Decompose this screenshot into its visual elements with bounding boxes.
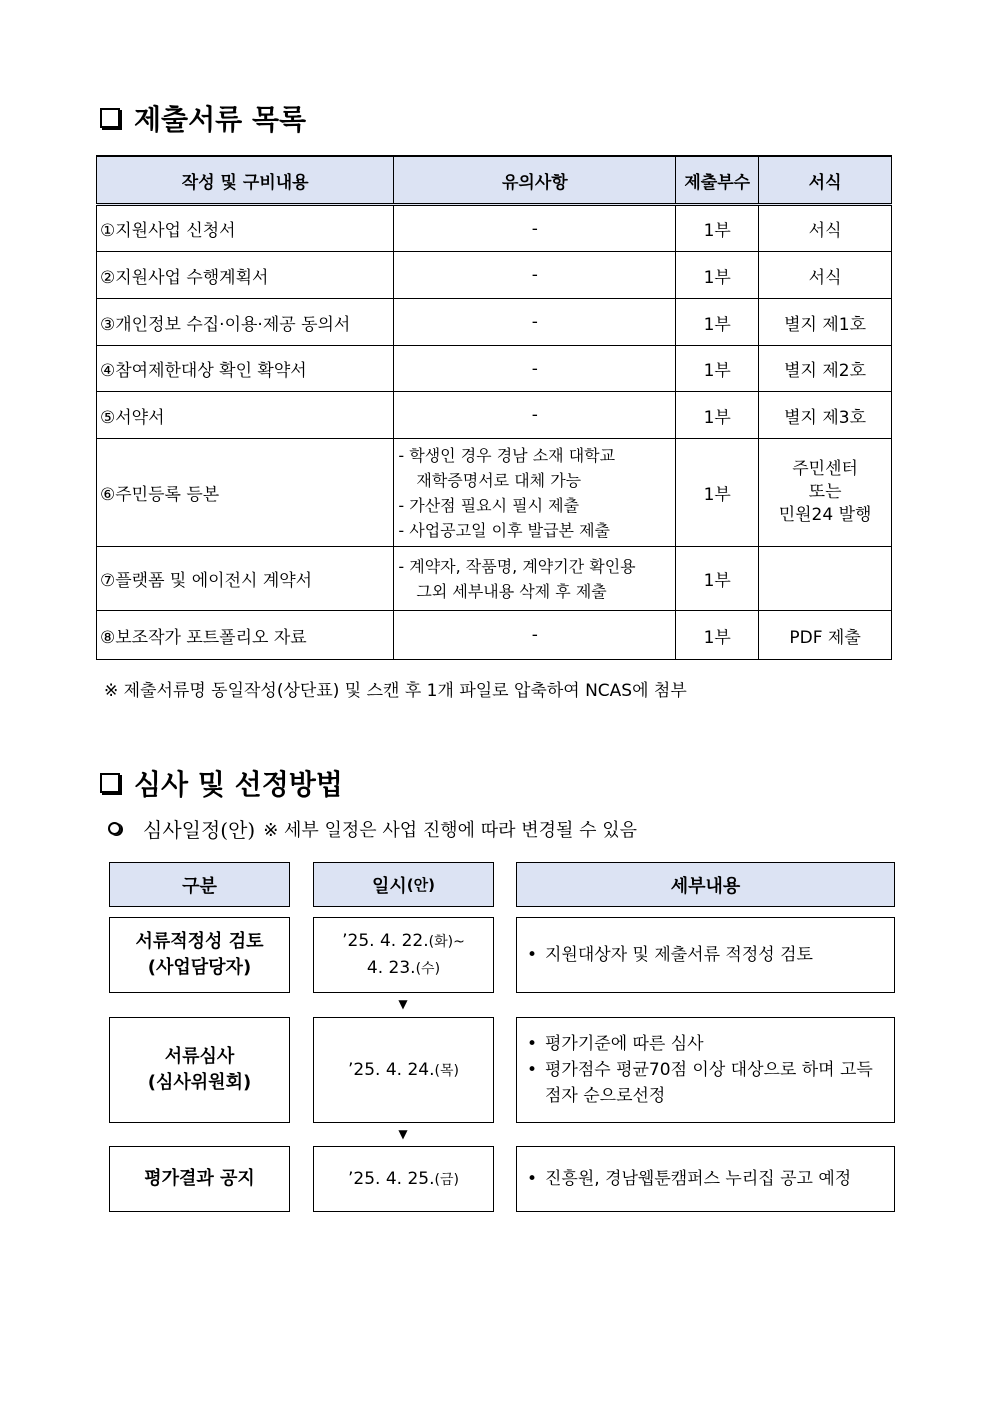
footnote: ※ 제출서류명 동일작성(상단표) 및 스캔 후 1개 파일로 압축하여 NCAS에 첨부 (104, 681, 687, 701)
detail-item: • 평가기준에 따른 심사 (527, 1031, 894, 1057)
doc-form (759, 439, 892, 547)
documents-table (96, 155, 892, 660)
step-subtitle: (사업담당자) (147, 957, 252, 978)
doc-count: 1부 (676, 439, 759, 547)
step-title-box (109, 1017, 290, 1123)
doc-name: ⑥주민등록 등본 (97, 439, 394, 547)
doc-note: - (394, 299, 676, 346)
step-title: 서류심사 (164, 1046, 235, 1067)
doc-note: - (394, 252, 676, 299)
doc-count: 1부 (676, 346, 759, 392)
down-arrow-icon: ▼ (398, 997, 408, 1011)
schedule-note: ※ 세부 일정은 사업 진행에 따라 변경될 수 있음 (263, 819, 638, 841)
doc-count: 1부 (676, 252, 759, 299)
form-line: 주민센터 (792, 459, 858, 479)
schedule-label: 심사일정(안) (143, 818, 256, 842)
step-day: (수) (415, 961, 441, 977)
doc-count: 1부 (676, 611, 759, 660)
doc-name: ⑤서약서 (97, 392, 394, 439)
doc-form: 서식 (759, 205, 892, 252)
note-line: 재학증명서로 대체 가능 (416, 470, 582, 490)
doc-count: 1부 (676, 547, 759, 611)
doc-form: 별지 제2호 (759, 346, 892, 392)
step-detail-box (516, 1146, 895, 1212)
doc-name: ④참여제한대상 확인 확약서 (97, 346, 394, 392)
doc-name: ②지원사업 수행계획서 (97, 252, 394, 299)
table-row (97, 299, 892, 346)
schedule-header-date (313, 862, 494, 907)
table-row (97, 205, 892, 252)
doc-form: PDF 제출 (759, 611, 892, 660)
detail-item: • 평가점수 평균70점 이상 대상으로 하며 고득점자 순으로선정 (527, 1057, 894, 1109)
step-detail-box (516, 1017, 895, 1123)
section-title-documents (100, 98, 306, 138)
note-line: 그외 세부내용 삭제 후 제출 (416, 581, 607, 601)
detail-item: • 진흥원, 경남웹툰캠퍼스 누리집 공고 예정 (527, 1166, 851, 1192)
header-notes: 유의사항 (394, 156, 676, 205)
table-row (97, 346, 892, 392)
step-date: 4. 23. (366, 958, 416, 978)
schedule-subtitle (108, 814, 637, 843)
doc-form: 서식 (759, 252, 892, 299)
section-title-text: 심사 및 선정방법 (134, 768, 343, 801)
circle-bullet-icon (108, 822, 121, 835)
header-date-suffix: (안) (406, 876, 435, 894)
form-line: 민원24 발행 (778, 505, 872, 525)
doc-form: 별지 제1호 (759, 299, 892, 346)
step-date: ’25. 4. 25. (348, 1168, 435, 1189)
doc-count: 1부 (676, 299, 759, 346)
header-form: 서식 (759, 156, 892, 205)
step-title: 서류적정성 검토 (135, 931, 264, 952)
doc-name: ⑧보조작가 포트폴리오 자료 (97, 611, 394, 660)
table-row (97, 547, 892, 611)
doc-note: - (394, 392, 676, 439)
doc-notes (394, 439, 676, 547)
step-date: ’25. 4. 22. (342, 931, 429, 951)
note-line: - 가산점 필요시 필시 제출 (398, 495, 580, 515)
step-detail-box (516, 917, 895, 993)
doc-note: - (394, 205, 676, 252)
header-date-text: 일시 (372, 875, 407, 897)
step-day: (화)~ (428, 934, 465, 950)
doc-notes (394, 547, 676, 611)
table-row (97, 392, 892, 439)
square-bullet-icon (100, 773, 120, 793)
square-bullet-icon (100, 108, 120, 128)
note-line: - 계약자, 작품명, 계약기간 확인용 (398, 556, 636, 576)
step-title-box (109, 1146, 290, 1212)
section-title-text: 제출서류 목록 (134, 103, 307, 136)
header-content: 작성 및 구비내용 (97, 156, 394, 205)
table-header-row (97, 156, 892, 205)
step-date: ’25. 4. 24. (348, 1059, 435, 1080)
note-line: - 학생인 경우 경남 소재 대학교 (398, 445, 616, 465)
note-line: - 사업공고일 이후 발급본 제출 (398, 520, 610, 540)
table-row (97, 611, 892, 660)
doc-note: - (394, 611, 676, 660)
doc-name: ①지원사업 신청서 (97, 205, 394, 252)
doc-count: 1부 (676, 205, 759, 252)
doc-name: ⑦플랫폼 및 에이전시 계약서 (97, 547, 394, 611)
doc-note: - (394, 346, 676, 392)
detail-item: • 지원대상자 및 제출서류 적정성 검토 (527, 942, 813, 968)
table-row (97, 439, 892, 547)
doc-name: ③개인정보 수집·이용·제공 동의서 (97, 299, 394, 346)
step-day: (금) (434, 1171, 459, 1188)
schedule-header-details: 세부내용 (516, 862, 895, 907)
table-row (97, 252, 892, 299)
doc-count: 1부 (676, 392, 759, 439)
doc-form (759, 547, 892, 611)
header-copies: 제출부수 (676, 156, 759, 205)
step-date-box (313, 917, 494, 993)
section-title-review (100, 763, 343, 803)
step-date-box (313, 1146, 494, 1212)
step-title-box (109, 917, 290, 993)
form-line: 또는 (808, 482, 842, 502)
down-arrow-icon: ▼ (398, 1127, 408, 1141)
step-date-box (313, 1017, 494, 1123)
doc-form: 별지 제3호 (759, 392, 892, 439)
schedule-header-category: 구분 (109, 862, 290, 907)
step-subtitle: (심사위원회) (147, 1072, 252, 1093)
step-title: 평가결과 공지 (144, 1168, 255, 1189)
step-day: (목) (434, 1062, 459, 1079)
